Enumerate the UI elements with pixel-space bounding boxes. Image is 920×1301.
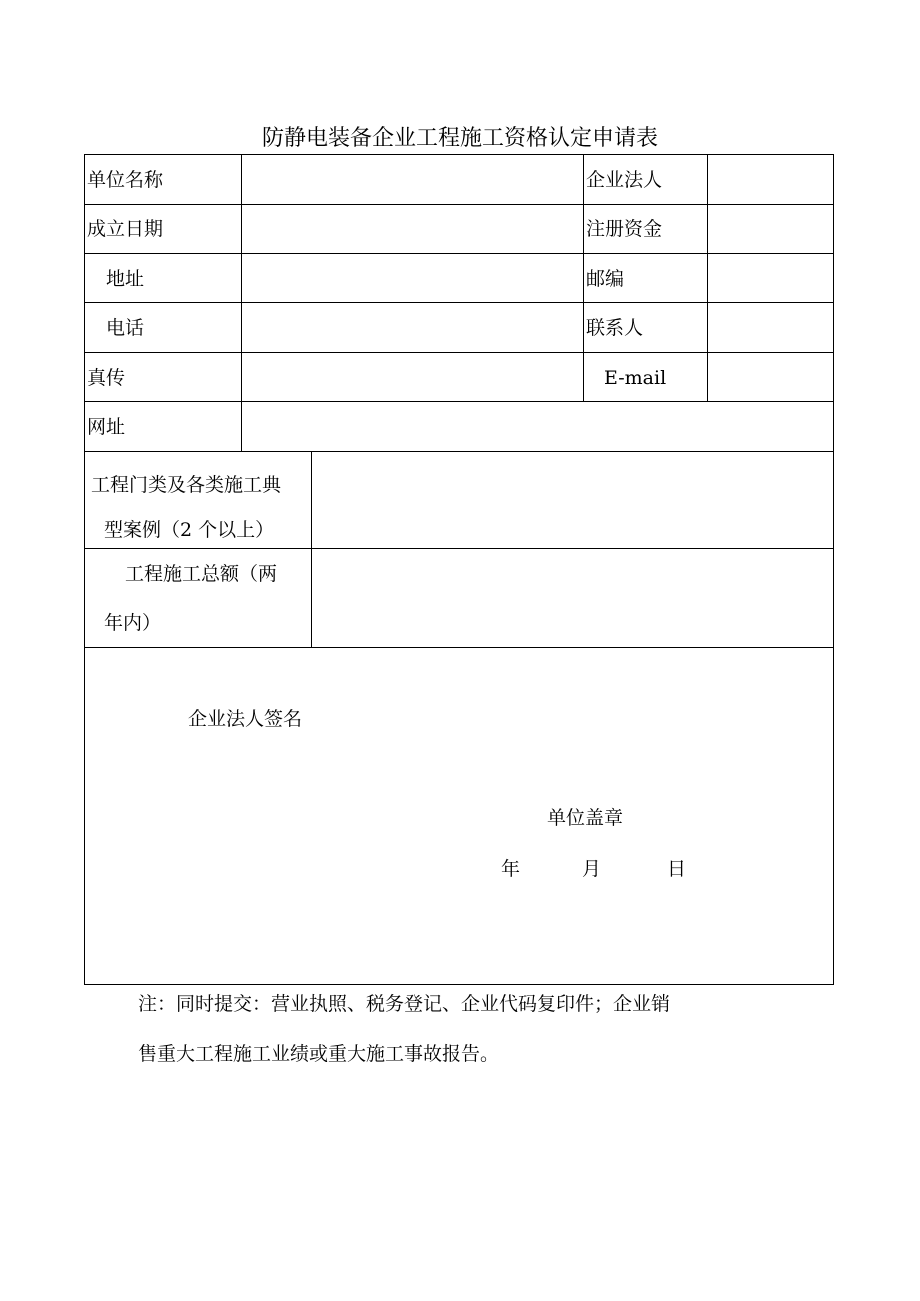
column-divider <box>583 154 584 401</box>
label-unit-name: 单位名称 <box>87 169 164 191</box>
label-website: 网址 <box>87 416 126 438</box>
label-postcode: 邮编 <box>586 268 625 290</box>
unit-name-field[interactable] <box>242 155 583 204</box>
label-day: 日 <box>667 858 687 880</box>
contact-field[interactable] <box>708 303 833 352</box>
website-field[interactable] <box>242 402 833 451</box>
categories-field[interactable] <box>312 452 833 548</box>
founding-date-field[interactable] <box>242 205 583 253</box>
label-total-line1: 工程施工总额（两 <box>125 563 278 585</box>
label-categories-line2: 型案例（2 个以上） <box>104 519 275 541</box>
address-field[interactable] <box>242 254 583 302</box>
label-contact: 联系人 <box>586 317 644 339</box>
phone-field[interactable] <box>242 303 583 352</box>
postcode-field[interactable] <box>708 254 833 302</box>
label-email: E-mail <box>604 367 667 389</box>
form-title: 防静电装备企业工程施工资格认定申请表 <box>261 126 658 151</box>
legal-person-field[interactable] <box>708 155 833 204</box>
signature-area[interactable] <box>85 648 833 984</box>
label-registered-capital: 注册资金 <box>586 218 663 240</box>
label-seal: 单位盖章 <box>547 807 624 829</box>
label-legal-person: 企业法人 <box>586 169 663 191</box>
fax-field[interactable] <box>242 353 583 401</box>
label-year: 年 <box>501 858 521 880</box>
label-total-line2: 年内） <box>104 612 162 634</box>
note-line-1: 注：同时提交：营业执照、税务登记、企业代码复印件；企业销 <box>138 993 671 1015</box>
note-line-2: 售重大工程施工业绩或重大施工事故报告。 <box>138 1043 500 1065</box>
label-address: 地址 <box>106 268 145 290</box>
label-categories-line1: 工程门类及各类施工典 <box>91 474 282 496</box>
registered-capital-field[interactable] <box>708 205 833 253</box>
label-month: 月 <box>582 858 602 880</box>
label-signature: 企业法人签名 <box>188 708 303 730</box>
label-fax: 真传 <box>87 367 126 389</box>
label-founding-date: 成立日期 <box>87 218 164 240</box>
total-amount-field[interactable] <box>312 549 833 647</box>
label-phone: 电话 <box>106 317 145 339</box>
email-field[interactable] <box>708 353 833 401</box>
